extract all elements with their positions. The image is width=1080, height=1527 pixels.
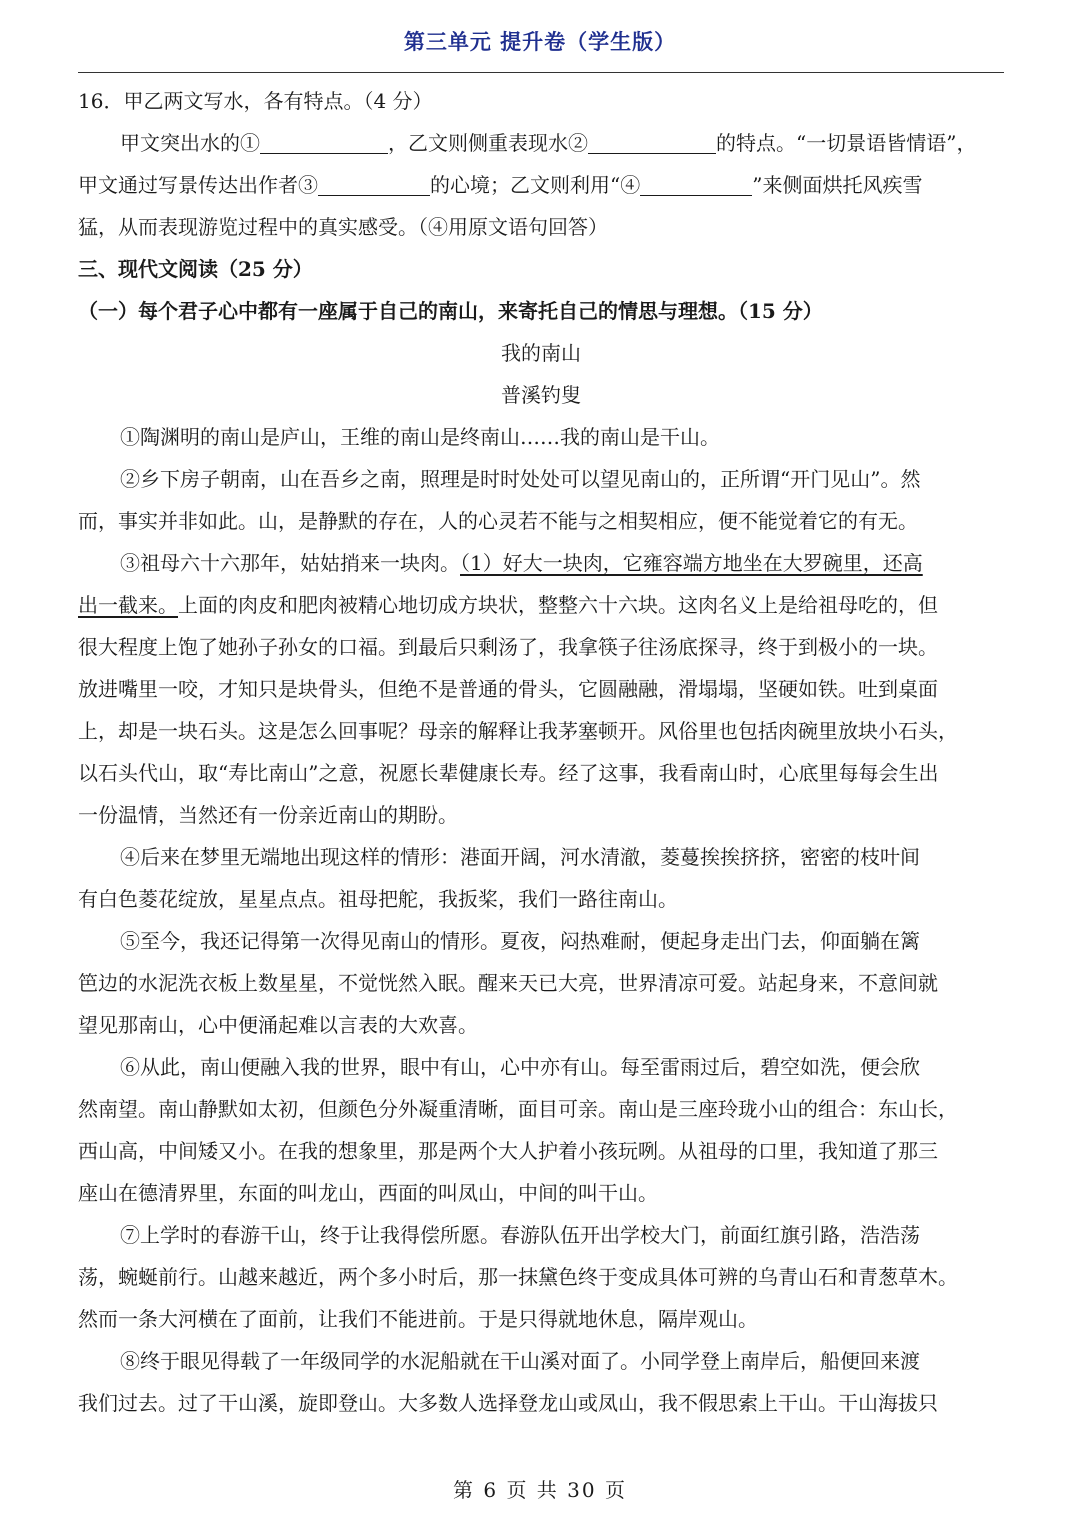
article-title: 我的南山 <box>501 341 581 365</box>
paragraph-line: 放进嘴里一咬，才知只是块骨头，但绝不是普通的骨头，它圆融融，滑塌塌，坚硬如铁。吐到桌面 <box>78 677 938 701</box>
paragraph-line: 上，却是一块石头。这是怎么回事呢？母亲的解释让我茅塞顿开。风俗里也包括肉碗里放块小石头， <box>78 719 958 743</box>
paragraph-line: ⑥从此，南山便融入我的世界，眼中有山，心中亦有山。每至雷雨过后，碧空如洗，便会欣 <box>120 1055 920 1079</box>
section-heading: 三、现代文阅读（25 分） <box>78 257 313 281</box>
header-divider <box>78 72 1004 73</box>
page-number: 第 6 页 共 30 页 <box>453 1478 627 1502</box>
page-content <box>78 80 1004 1424</box>
question-16-line-3: 猛，从而表现游览过程中的真实感受。（④用原文语句回答） <box>78 215 608 239</box>
answer-blank-3[interactable] <box>318 173 430 196</box>
answer-blank-1[interactable] <box>260 131 388 154</box>
paragraph-line: ①陶渊明的南山是庐山，王维的南山是终南山……我的南山是干山。 <box>120 425 720 449</box>
paragraph-line <box>78 584 1004 626</box>
question-16-line-2 <box>78 164 1004 206</box>
paragraph-line: ④后来在梦里无端地出现这样的情形：港面开阔，河水清澈，菱蔓挨挨挤挤，密密的枝叶间 <box>120 845 920 869</box>
q16-text: 甲文通过写景传达出作者③ <box>78 173 318 197</box>
paragraph-text: 上面的肉皮和肥肉被精心地切成方块状，整整六十六块。这肉名义上是给祖母吃的，但 <box>178 593 938 617</box>
paragraph-line: 笆边的水泥洗衣板上数星星，不觉恍然入眠。醒来天已大亮，世界清凉可爱。站起身来，不意间就 <box>78 971 938 995</box>
q16-text: ”来侧面烘托风疾雪 <box>752 173 923 197</box>
subsection-heading: （一）每个君子心中都有一座属于自己的南山，来寄托自己的情思与理想。（15 分） <box>78 299 823 323</box>
article-author: 普溪钓叟 <box>501 383 581 407</box>
paragraph-line: 荡，蜿蜒前行。山越来越近，两个多小时后，那一抹黛色终于变成具体可辨的乌青山石和青葱草木。 <box>78 1265 958 1289</box>
paragraph-line: 然而一条大河横在了面前，让我们不能进前。于是只得就地休息，隔岸观山。 <box>78 1307 758 1331</box>
paragraph-line: ⑦上学时的春游干山，终于让我得偿所愿。春游队伍开出学校大门，前面红旗引路，浩浩荡 <box>120 1223 920 1247</box>
question-16-title: 16．甲乙两文写水，各有特点。（4 分） <box>78 89 433 113</box>
paragraph-line: ②乡下房子朝南，山在吾乡之南，照理是时时处处可以望见南山的，正所谓“开门见山”。然 <box>120 467 921 491</box>
q16-text: ，乙文则侧重表现水② <box>388 131 588 155</box>
paragraph-line: 望见那南山，心中便涌起难以言表的大欢喜。 <box>78 1013 478 1037</box>
q16-text: 甲文突出水的① <box>120 131 260 155</box>
question-16-line-1 <box>78 122 1004 164</box>
paragraph-line: 有白色菱花绽放，星星点点。祖母把舵，我扳桨，我们一路往南山。 <box>78 887 678 911</box>
paragraph-line: 一份温情，当然还有一份亲近南山的期盼。 <box>78 803 458 827</box>
q16-text: 的特点。“一切景语皆情语”， <box>716 131 977 155</box>
q16-text: 的心境；乙文则利用“④ <box>430 173 641 197</box>
paragraph-line: 很大程度上饱了她孙子孙女的口福。到最后只剩汤了，我拿筷子往汤底探寻，终于到极小的一块。 <box>78 635 938 659</box>
underlined-sentence-1-end: 出一截来。 <box>78 593 178 617</box>
paragraph-line: 而，事实并非如此。山，是静默的存在，人的心灵若不能与之相契相应，便不能觉着它的有无。 <box>78 509 918 533</box>
paragraph-line: 以石头代山，取“寿比南山”之意，祝愿长辈健康长寿。经了这事，我看南山时，心底里每每会生出 <box>78 761 939 785</box>
underlined-sentence-1: （1）好大一块肉，它雍容端方地坐在大罗碗里，还高 <box>460 551 923 575</box>
paragraph-line: 我们过去。过了干山溪，旋即登山。大多数人选择登龙山或凤山，我不假思索上干山。干山海拔只 <box>78 1391 938 1415</box>
paragraph-text: ③祖母六十六那年，姑姑捎来一块肉。 <box>120 551 460 575</box>
paragraph-line: 然南望。南山静默如太初，但颜色分外凝重清晰，面目可亲。南山是三座玲珑小山的组合：东山长， <box>78 1097 958 1121</box>
paragraph-line: 座山在德清界里，东面的叫龙山，西面的叫凤山，中间的叫干山。 <box>78 1181 658 1205</box>
answer-blank-4[interactable] <box>640 173 752 196</box>
paragraph-line: ⑧终于眼见得载了一年级同学的水泥船就在干山溪对面了。小同学登上南岸后，船便回来渡 <box>120 1349 920 1373</box>
page-header-title: 第三单元 提升卷（学生版） <box>403 30 677 54</box>
paragraph-line <box>78 542 1004 584</box>
paragraph-line: 西山高，中间矮又小。在我的想象里，那是两个大人护着小孩玩咧。从祖母的口里，我知道了那三 <box>78 1139 938 1163</box>
paragraph-line: ⑤至今，我还记得第一次得见南山的情形。夏夜，闷热难耐，便起身走出门去，仰面躺在篱 <box>120 929 920 953</box>
answer-blank-2[interactable] <box>588 131 716 154</box>
